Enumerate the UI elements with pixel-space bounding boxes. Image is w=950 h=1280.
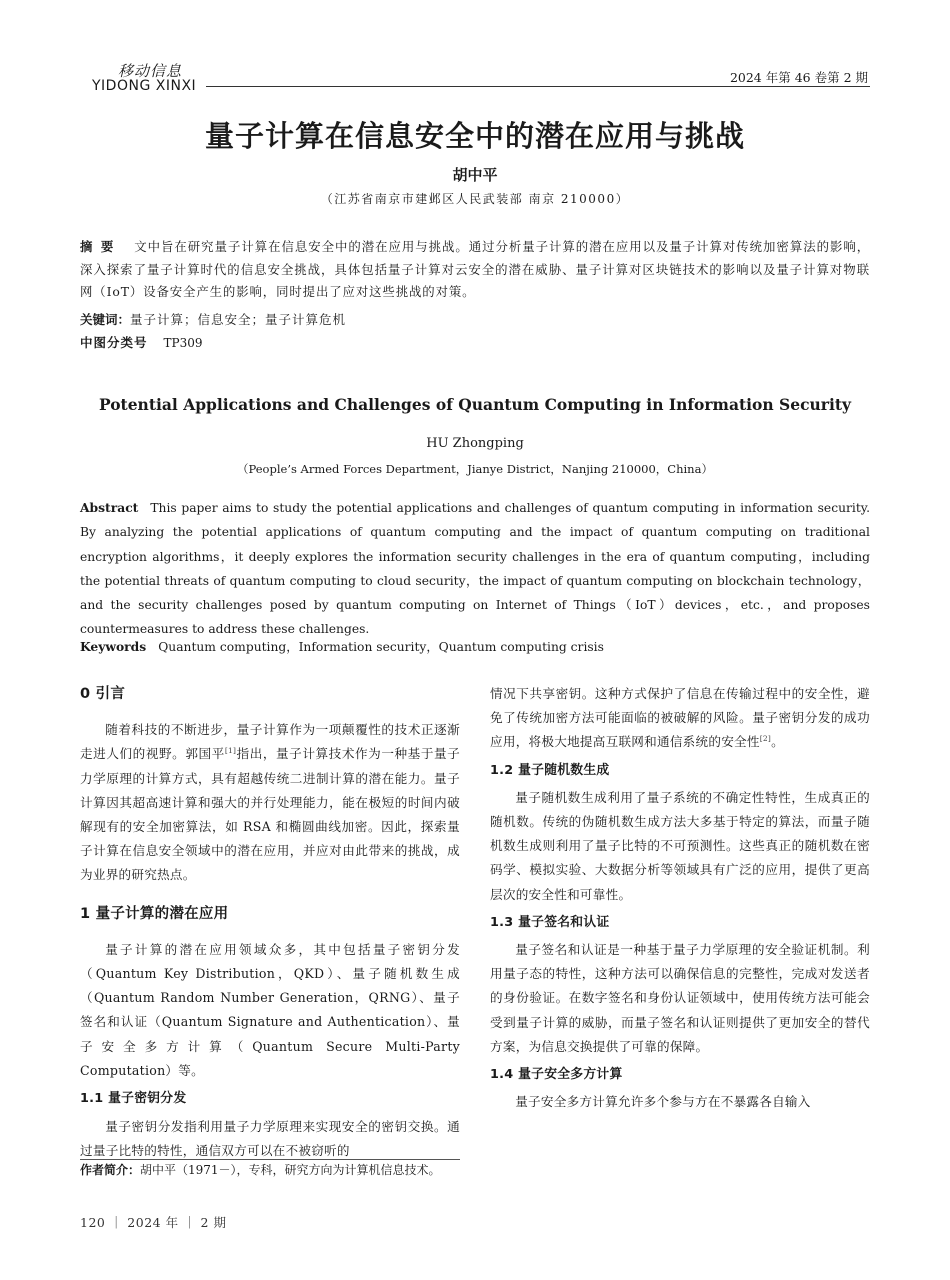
- author-cn: 胡中平: [452, 166, 498, 184]
- section-1-3-heading: 1.3 量子签名和认证: [490, 914, 610, 930]
- classification-label: 中图分类号: [80, 335, 148, 350]
- footnote-text: 胡中平（1971－），专科，研究方向为计算机信息技术。: [140, 1163, 441, 1177]
- paper-title-en: Potential Applications and Challenges of Quantum Computing in Information Security: [98, 395, 852, 414]
- section-1-1-continued: [490, 682, 870, 755]
- section-1-1-cont-text-b: 。: [771, 734, 784, 750]
- header-rule: [206, 86, 870, 87]
- page-footer: 120 ｜ 2024 年 ｜ 2 期: [80, 1215, 227, 1230]
- section-1-1-cont-text-a: 情况下共享密钥。这种方式保护了信息在传输过程中的安全性，避免了传统加密方法可能面临的被破解的风险。量子密钥分发的成功应用，将极大地提高互联网和通信系统的安全性: [490, 686, 870, 750]
- abstract-en-text: This paper aims to study the potential applications and challenges of quantum computing in information security. By analyzing the potential applications of quantum computing and the impact of quantum computing on traditional encryption algorithms，it deeply explores the information security challenges in the era of quantum computing，including the potential threats of quantum computing to cloud security，the impact of quantum computing on blockchain technology，and the security challenges posed by quantum computing on Internet of Things（IoT）devices，etc.，and proposes countermeasures to address these challenges.: [80, 501, 870, 637]
- citation-1: [1]: [224, 746, 237, 756]
- section-0-text-b: 指出，量子计算技术作为一种基于量子力学原理的计算方式，具有超越传统二进制计算的潜在能力。量子计算因其超高速计算和强大的并行处理能力，能在极短的时间内破解现有的安全加密算法，如 RSA 和椭圆曲线加密。因此，探索量子计算在信息安全领域中的潜在应用，并应对由此带来的挑战，成为业界的研究热点。: [80, 746, 461, 883]
- section-1-heading: 1 量子计算的潜在应用: [80, 905, 229, 922]
- section-1-paragraph: 量子计算的潜在应用领域众多，其中包括量子密钥分发（Quantum Key Distribution，QKD）、量子随机数生成（Quantum Random Number Generation，QRNG）、量子签名和认证（Quantum Signature and Authentication）、量子安全多方计算（Quantum Secure Multi-Party Computation）等。: [80, 941, 460, 1078]
- journal-logo-en: YIDONG XINXI: [92, 78, 197, 94]
- abstract-en: [80, 496, 870, 642]
- author-en: HU Zhongping: [426, 436, 524, 451]
- section-1-4-paragraph: 量子安全多方计算允许多个参与方在不暴露各自输入: [515, 1094, 811, 1110]
- section-0-heading: 0 引言: [80, 686, 126, 702]
- left-column: [80, 682, 460, 1164]
- issue-info: 2024 年第 46 卷第 2 期: [729, 70, 868, 85]
- right-column: [490, 682, 870, 1114]
- author-footnote: [80, 1161, 441, 1178]
- footnote-rule: [80, 1159, 460, 1160]
- abstract-en-label: Abstract: [80, 500, 139, 515]
- section-1-1-paragraph: 量子密钥分发指利用量子力学原理来实现安全的密钥交换。通过量子比特的特性，通信双方可以在不被窃听的: [80, 1119, 460, 1159]
- section-1-4-heading: 1.4 量子安全多方计算: [490, 1067, 623, 1083]
- section-0-text-a: 随着科技的不断进步，量子计算作为一项颠覆性的技术正逐渐走进人们的视野。郭国平: [80, 722, 460, 762]
- keywords-cn: [80, 310, 346, 328]
- keywords-en: [80, 637, 604, 655]
- section-0-paragraph: [80, 718, 460, 887]
- section-1-3-paragraph: 量子签名和认证是一种基于量子力学原理的安全验证机制。利用量子态的特性，这种方法可以确保信息的完整性，完成对发送者的身份验证。在数字签名和身份认证领域中，使用传统方法可能会受到量子计算的威胁，而量子签名和认证则提供了更加安全的替代方案，为信息交换提供了可靠的保障。: [490, 942, 870, 1054]
- affiliation-cn: （江苏省南京市建邺区人民武装部 南京 210000）: [320, 192, 630, 206]
- abstract-cn-text: 文中旨在研究量子计算在信息安全中的潜在应用与挑战。通过分析量子计算的潜在应用以及量子计算对传统加密算法的影响，深入探索了量子计算时代的信息安全挑战，具体包括量子计算对云安全的潜在威胁、量子计算对区块链技术的影响以及量子计算对物联网（IoT）设备安全产生的影响，同时提出了应对这些挑战的对策。: [80, 239, 870, 299]
- keywords-cn-text: 量子计算；信息安全；量子计算危机: [130, 312, 347, 327]
- affiliation-en: （People’s Armed Forces Department，Jianye District，Nanjing 210000，China）: [237, 462, 713, 476]
- classification-code: TP309: [163, 336, 203, 350]
- footnote-label: 作者简介：: [80, 1163, 141, 1177]
- abstract-cn-label: 摘 要: [80, 239, 116, 254]
- section-1-2-heading: 1.2 量子随机数生成: [490, 762, 610, 778]
- section-1-1-heading: 1.1 量子密钥分发: [80, 1091, 187, 1107]
- classification-cn: [80, 333, 203, 351]
- abstract-cn: [80, 236, 870, 304]
- keywords-en-text: Quantum computing，Information security，Quantum computing crisis: [158, 640, 604, 654]
- keywords-en-label: Keywords: [80, 639, 147, 654]
- section-1-2-paragraph: 量子随机数生成利用了量子系统的不确定性特性，生成真正的随机数。传统的伪随机数生成方法大多基于特定的算法，而量子随机数生成则利用了量子比特的不可预测性。这些真正的随机数在密码学、模拟实验、大数据分析等领域具有广泛的应用，提供了更高层次的安全性和可靠性。: [490, 789, 870, 902]
- keywords-cn-label: 关键词：: [80, 312, 131, 327]
- journal-logo-cn: 移动信息: [118, 62, 183, 80]
- paper-title-cn: 量子计算在信息安全中的潜在应用与挑战: [204, 119, 745, 153]
- citation-2: [2]: [759, 734, 772, 744]
